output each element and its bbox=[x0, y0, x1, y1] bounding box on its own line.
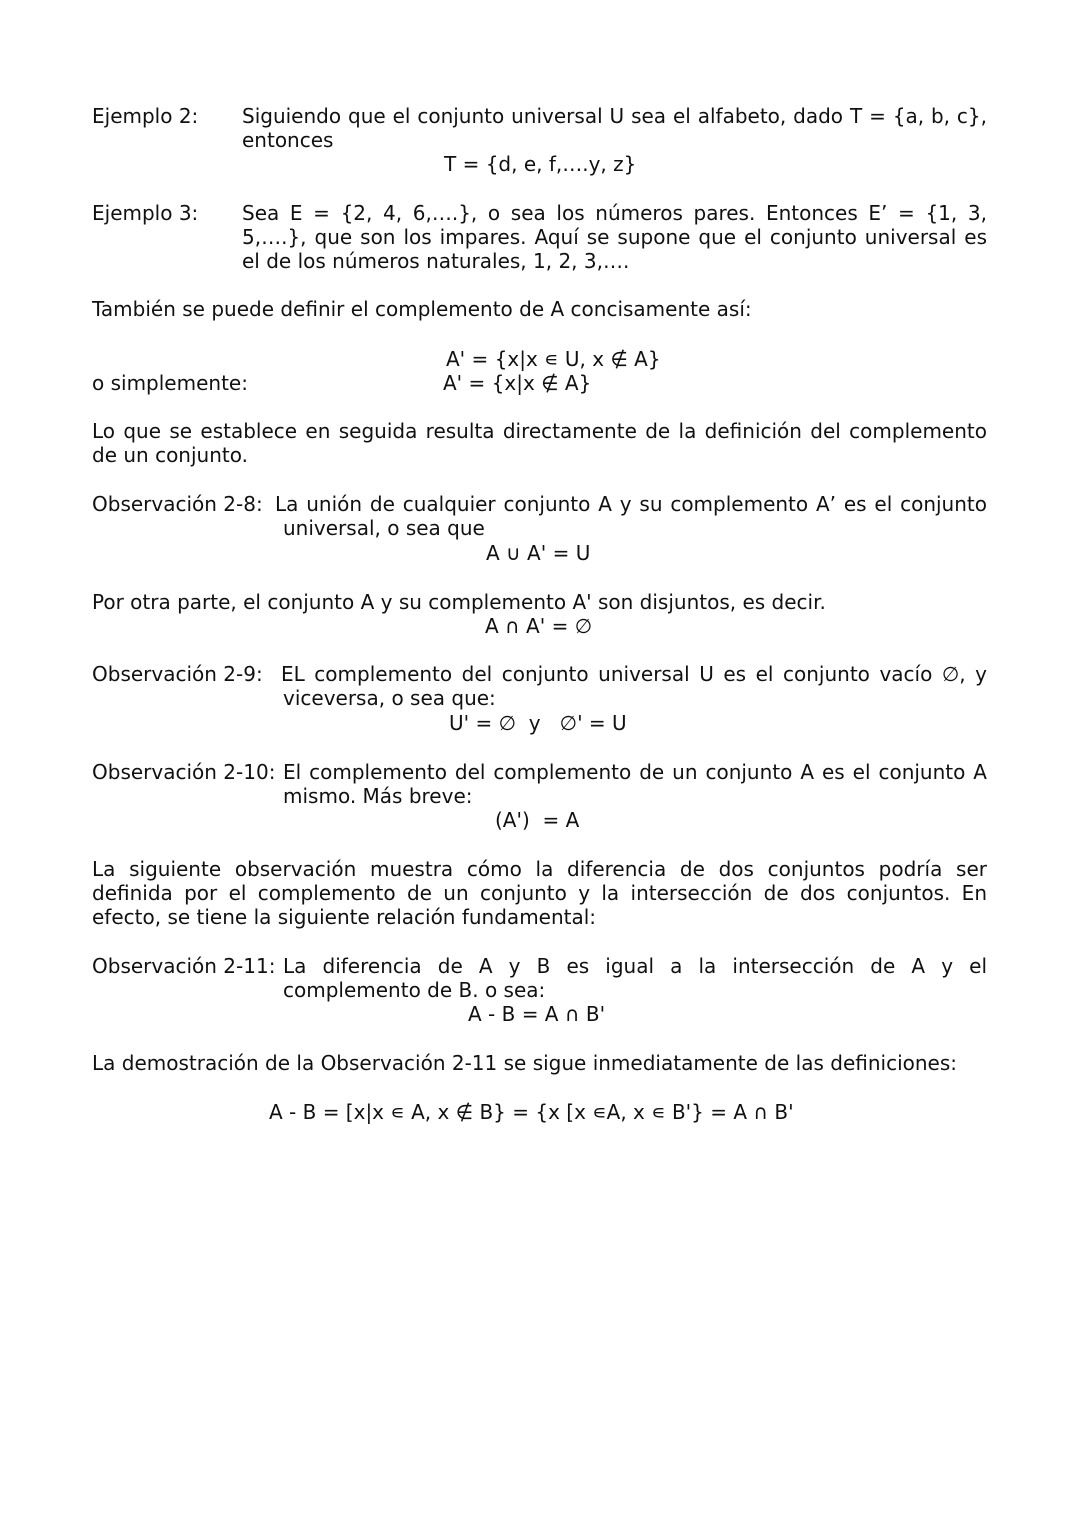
obs11-line1: La diferencia de A y B es igual a la intersección de A y el bbox=[283, 954, 987, 978]
obs9-formula: U' = ∅ y ∅' = U bbox=[449, 711, 627, 735]
siguiente-line3: efecto, se tiene la siguiente relación fundamental: bbox=[92, 905, 597, 929]
ejemplo3-line1: Sea E = {2, 4, 6,….}, o sea los números pares. Entonces E’ = {1, 3, bbox=[242, 201, 987, 225]
obs8-formula: A ∪ A' = U bbox=[486, 541, 591, 565]
definicion-intro: También se puede definir el complemento de A concisamente así: bbox=[92, 297, 752, 321]
obs11-line2: complemento de B. o sea: bbox=[283, 978, 546, 1002]
siguiente-line1: La siguiente observación muestra cómo la diferencia de dos conjuntos podría ser bbox=[92, 857, 987, 881]
demostracion-line1: La demostración de la Observación 2-11 se sigue inmediatamente de las definiciones: bbox=[92, 1051, 957, 1075]
ejemplo3-line3: el de los números naturales, 1, 2, 3,…. bbox=[242, 249, 630, 273]
ejemplo2-line2: entonces bbox=[242, 128, 334, 152]
obs8-line1: La unión de cualquier conjunto A y su complemento A’ es el conjunto bbox=[275, 492, 987, 516]
ejemplo3-line2: 5,….}, que son los impares. Aquí se supone que el conjunto universal es bbox=[242, 225, 987, 249]
demostracion-formula: A - B = [x|x ∊ A, x ∉ B} = {x [x ∊A, x ∊ B'} = A ∩ B' bbox=[269, 1100, 794, 1124]
obs10-line1: El complemento del complemento de un conjunto A es el conjunto A bbox=[283, 760, 987, 784]
obs10-label: Observación 2-10: bbox=[92, 760, 276, 784]
ejemplo2-label: Ejemplo 2: bbox=[92, 104, 199, 128]
establece-line2: de un conjunto. bbox=[92, 443, 248, 467]
ejemplo2-formula: T = {d, e, f,….y, z} bbox=[444, 152, 637, 176]
obs9-label: Observación 2-9: bbox=[92, 662, 263, 686]
obs9-line2: viceversa, o sea que: bbox=[283, 686, 496, 710]
ejemplo2-line1: Siguiendo que el conjunto universal U sea el alfabeto, dado T = {a, b, c}, bbox=[242, 104, 987, 128]
obs8-label: Observación 2-8: bbox=[92, 492, 263, 516]
obs11-formula: A - B = A ∩ B' bbox=[468, 1002, 606, 1026]
establece-line1: Lo que se establece en seguida resulta directamente de la definición del complemento bbox=[92, 419, 987, 443]
disjuntos-formula: A ∩ A' = ∅ bbox=[485, 614, 593, 638]
obs10-line2: mismo. Más breve: bbox=[283, 784, 473, 808]
ejemplo3-label: Ejemplo 3: bbox=[92, 201, 199, 225]
definicion-formula2: A' = {x|x ∉ A} bbox=[443, 371, 592, 395]
definicion-formula1: A' = {x|x ∊ U, x ∉ A} bbox=[446, 347, 661, 371]
disjuntos-line1: Por otra parte, el conjunto A y su complemento A' son disjuntos, es decir. bbox=[92, 590, 826, 614]
obs10-formula: (A') = A bbox=[495, 808, 580, 832]
definicion-simple-label: o simplemente: bbox=[92, 371, 248, 395]
obs11-label: Observación 2-11: bbox=[92, 954, 276, 978]
siguiente-line2: definida por el complemento de un conjunto y la intersección de dos conjuntos. En bbox=[92, 881, 987, 905]
obs9-line1: EL complemento del conjunto universal U es el conjunto vacío ∅, y bbox=[281, 662, 987, 686]
obs8-line2: universal, o sea que bbox=[283, 516, 485, 540]
